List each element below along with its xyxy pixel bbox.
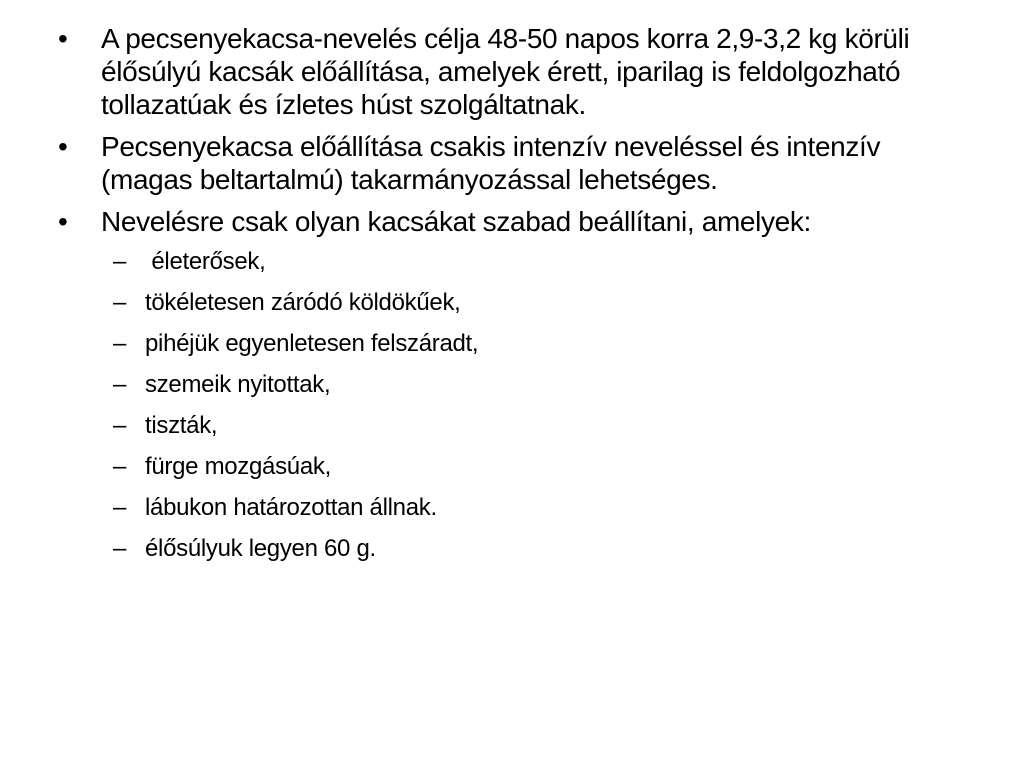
dash-marker: – bbox=[113, 453, 127, 480]
bullet-text: A pecsenyekacsa-nevelés célja 48-50 napos korra 2,9-3,2 kg körüli élősúlyú kacsák előállítása, amelyek érett, iparilag is feldolgozható tollazatúak és ízletes húst szolgáltatnak. bbox=[101, 23, 910, 120]
bullet-marker: • bbox=[58, 206, 68, 237]
sub-item-text: fürge mozgásúak, bbox=[145, 453, 331, 480]
sub-item-4 bbox=[113, 370, 958, 399]
sub-item-6 bbox=[113, 452, 958, 481]
sub-item-text: életerősek, bbox=[145, 248, 266, 275]
bullet-marker: • bbox=[58, 23, 68, 54]
dash-marker: – bbox=[113, 330, 127, 357]
bullet-item-1 bbox=[58, 22, 958, 121]
sub-item-text: lábukon határozottan állnak. bbox=[145, 494, 437, 521]
dash-marker: – bbox=[113, 535, 127, 562]
sub-item-text: tökéletesen záródó köldökűek, bbox=[145, 289, 461, 316]
sub-item-1 bbox=[113, 247, 958, 276]
bullet-marker: • bbox=[58, 131, 68, 162]
bullet-item-2 bbox=[58, 130, 958, 196]
bullet-text: Nevelésre csak olyan kacsákat szabad beállítani, amelyek: bbox=[101, 206, 811, 237]
sub-item-text: szemeik nyitottak, bbox=[145, 371, 331, 398]
sub-item-3 bbox=[113, 329, 958, 358]
dash-marker: – bbox=[113, 494, 127, 521]
sub-list bbox=[113, 247, 958, 563]
slide-content bbox=[58, 22, 958, 575]
sub-item-text: élősúlyuk legyen 60 g. bbox=[145, 535, 376, 562]
sub-item-text: tiszták, bbox=[145, 412, 218, 439]
sub-item-7 bbox=[113, 493, 958, 522]
dash-marker: – bbox=[113, 412, 127, 439]
sub-item-2 bbox=[113, 288, 958, 317]
bullet-item-3 bbox=[58, 205, 958, 238]
dash-marker: – bbox=[113, 248, 127, 275]
sub-item-5 bbox=[113, 411, 958, 440]
bullet-text: Pecsenyekacsa előállítása csakis intenzív neveléssel és intenzív (magas beltartalmú) takarmányozással lehetséges. bbox=[101, 131, 881, 195]
sub-item-8 bbox=[113, 534, 958, 563]
dash-marker: – bbox=[113, 371, 127, 398]
dash-marker: – bbox=[113, 289, 127, 316]
sub-item-text: pihéjük egyenletesen felszáradt, bbox=[145, 330, 479, 357]
